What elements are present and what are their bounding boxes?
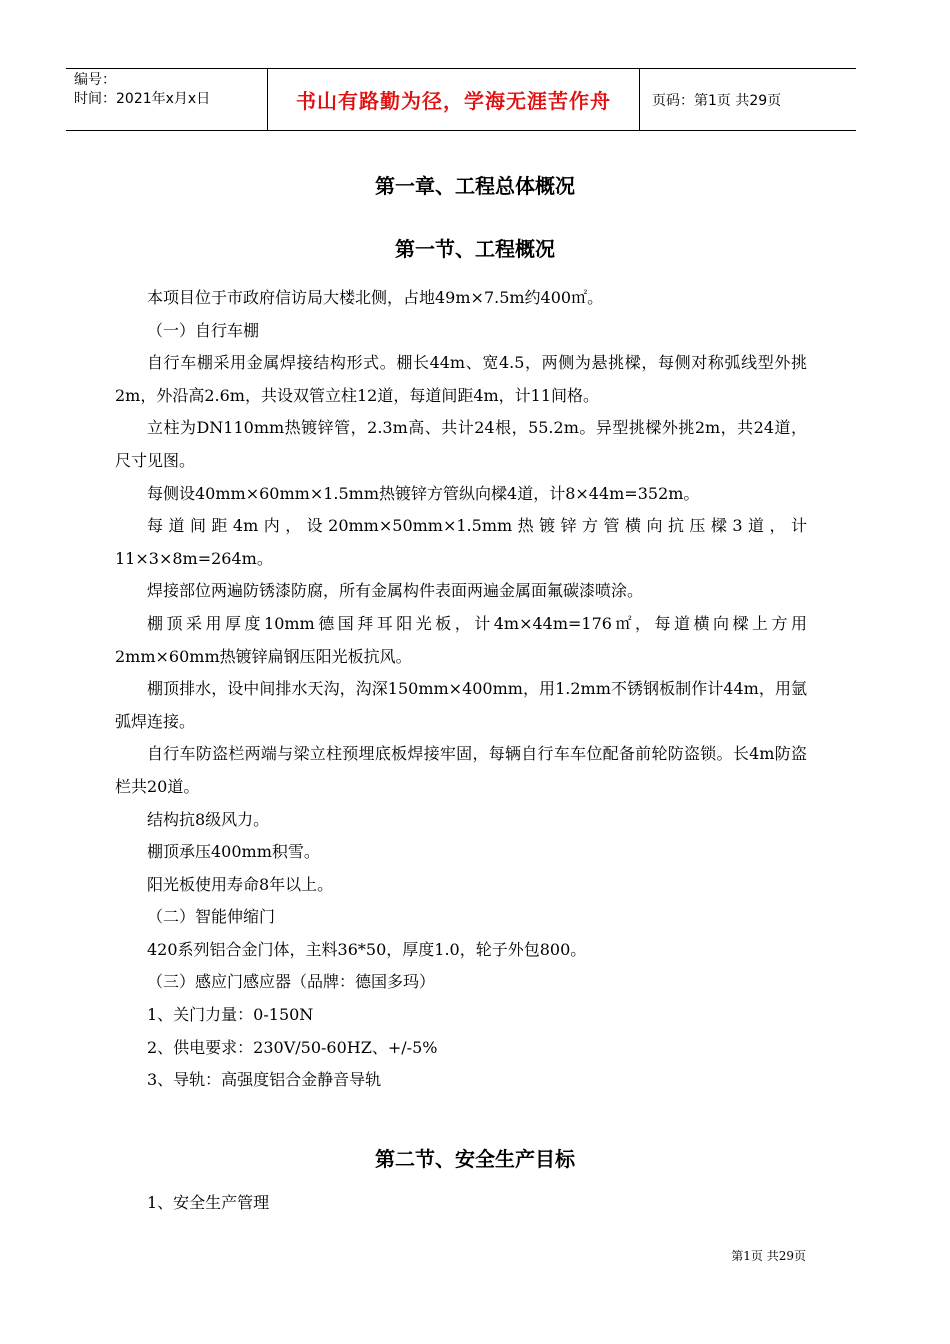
document-number-label: 编号： (74, 72, 116, 88)
paragraph: 阳光板使用寿命8年以上。 (147, 874, 334, 894)
paragraph: 自行车棚采用金属焊接结构形式。棚长44m、宽4.5，两侧为悬挑樑，每侧对称弧线型外挑2m，外沿高2.6m，共设双管立柱12道，每道间距4m，计11间格。 (115, 353, 807, 405)
paragraph: 棚顶采用厚度10mm德国拜耳阳光板，计4m×44m=176㎡，每道横向樑上方用2mm×60mm热镀锌扁钢压阳光板抗风。 (115, 613, 807, 666)
paragraph: 立柱为DN110mm热镀锌管，2.3m高、共计24根，55.2m。异型挑樑外挑2m，共24道，尺寸见图。 (115, 418, 807, 470)
paragraph: 棚顶排水，设中间排水天沟，沟深150mm×400mm，用1.2mm不锈钢板制作计44m，用氩弧焊连接。 (115, 679, 807, 731)
page-footer: 第1页 共29页 (731, 1249, 806, 1263)
section1-title: 第一节、工程概况 (395, 237, 555, 261)
paragraph: 每道间距4m内，设20mm×50mm×1.5mm热镀锌方管横向抗压樑3道，计11×3×8m=264m。 (115, 516, 807, 568)
paragraph: 3、导轨：高强度铝合金静音导轨 (147, 1070, 382, 1090)
chapter-title: 第一章、工程总体概况 (375, 174, 575, 198)
paragraph: （三）感应门感应器（品牌：德国多玛） (147, 972, 436, 992)
paragraph: 棚顶承压400mm积雪。 (147, 842, 320, 862)
document-time-label: 时间：2021年x月x日 (74, 91, 211, 107)
paragraph: （二）智能伸缩门 (147, 907, 276, 927)
header-motto: 书山有路勤为径，学海无涯苦作舟 (267, 69, 640, 130)
paragraph: 1、安全生产管理 (147, 1193, 270, 1212)
paragraph: 420系列铝合金门体，主料36*50，厚度1.0，轮子外包800。 (147, 939, 587, 959)
paragraph: （一）自行车棚 (147, 320, 260, 340)
section2-title: 第二节、安全生产目标 (375, 1147, 575, 1171)
paragraph: 1、关门力量：0-150N (147, 1005, 314, 1025)
paragraph: 每侧设40mm×60mm×1.5mm热镀锌方管纵向樑4道，计8×44m=352m。 (147, 483, 700, 503)
paragraph: 结构抗8级风力。 (147, 809, 270, 829)
paragraph: 2、供电要求：230V/50-60HZ、+/-5% (147, 1037, 438, 1057)
header-meta (66, 69, 267, 130)
section1-body (115, 282, 807, 1097)
paragraph: 焊接部位两遍防锈漆防腐，所有金属构件表面两遍金属面氟碳漆喷涂。 (147, 581, 644, 601)
paragraph: 本项目位于市政府信访局大楼北侧，占地49m×7.5m约400㎡。 (147, 288, 604, 307)
page-header (66, 68, 856, 131)
section2-body (115, 1187, 807, 1219)
header-page-number: 页码：第1页 共29页 (652, 92, 782, 109)
paragraph: 自行车防盗栏两端与梁立柱预埋底板焊接牢固，每辆自行车车位配备前轮防盗锁。长4m防盗栏共20道。 (115, 744, 807, 796)
